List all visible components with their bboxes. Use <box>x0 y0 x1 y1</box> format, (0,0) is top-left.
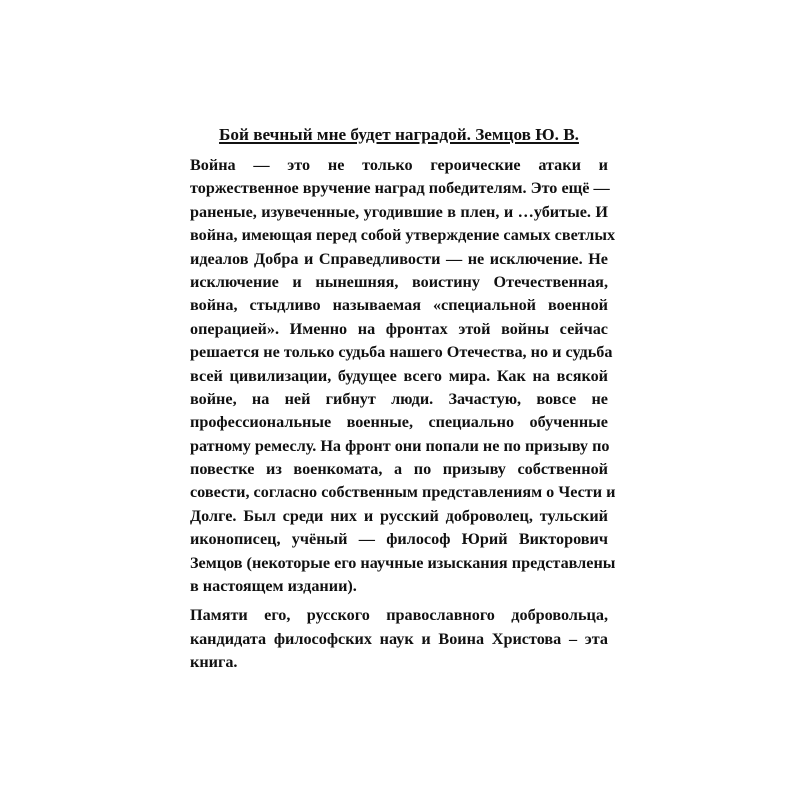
text-line: книга. <box>190 653 238 672</box>
document-page <box>190 124 616 675</box>
text-line: всей цивилизации, будущее всего мира. Как на всякой <box>190 366 608 385</box>
text-line: Земцов (некоторые его научные изыскания представлены <box>190 553 616 572</box>
document-title: Бой вечный мне будет наградой. Земцов Ю. В. <box>219 125 579 144</box>
text-line: ратному ремеслу. На фронт они попали не по призыву по <box>190 436 610 455</box>
text-line: война, имеющая перед собой утверждение самых светлых <box>190 226 616 245</box>
paragraph-2 <box>190 604 608 674</box>
text-line: Война — это не только героические атаки и <box>190 156 608 174</box>
text-line: решается не только судьба нашего Отечества, но и судьба <box>190 343 613 362</box>
text-line: войне, на ней гибнут люди. Зачастую, вовсе не <box>190 389 608 408</box>
text-line: повестке из военкомата, а по призыву собственной <box>190 460 608 479</box>
paragraph-1 <box>190 154 616 598</box>
text-line: война, стыдливо называемая «специальной военной <box>190 296 608 315</box>
text-line: Памяти его, русского православного добровольца, <box>190 606 608 625</box>
text-line: идеалов Добра и Справедливости — не исключение. Не <box>190 249 608 268</box>
text-line: Долге. Был среди них и русский доброволец, тульский <box>190 506 608 525</box>
text-line: в настоящем издании). <box>190 577 357 596</box>
text-line: исключение и нынешняя, воистину Отечественная, <box>190 272 608 291</box>
text-line: кандидата философских наук и Воина Христова – эта <box>190 629 608 648</box>
text-line: совести, согласно собственным представлениям о Чести и <box>190 483 616 502</box>
text-line: раненые, изувеченные, угодившие в плен, и …убитые. И <box>190 202 608 221</box>
text-line: торжественное вручение наград победителям. Это ещё — <box>190 179 610 198</box>
text-line: профессиональные военные, специально обученные <box>190 413 608 432</box>
text-line: операцией». Именно на фронтах этой войны сейчас <box>190 319 608 338</box>
text-line: иконописец, учёный — философ Юрий Викторович <box>190 530 608 549</box>
